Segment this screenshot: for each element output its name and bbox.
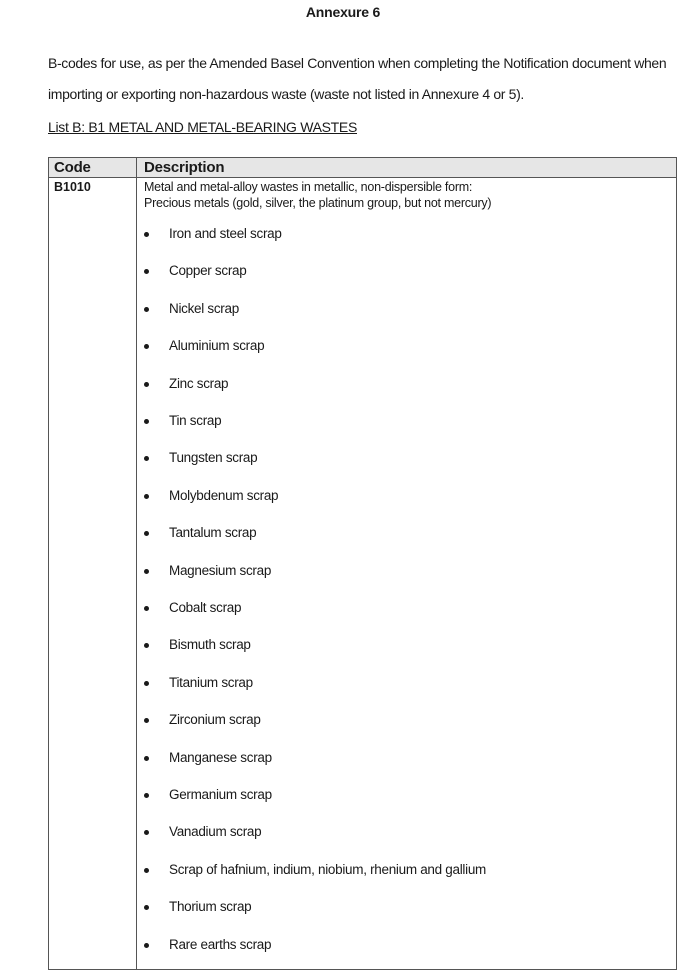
list-item [169, 226, 282, 241]
list-item [169, 376, 228, 391]
table-header-row [49, 158, 676, 178]
list-item-label: Manganese scrap [169, 749, 272, 765]
bullet-icon [144, 830, 149, 835]
bullet-icon [144, 456, 149, 461]
list-item-label: Molybdenum scrap [169, 487, 279, 503]
list-item [169, 338, 264, 353]
list-item-label: Rare earths scrap [169, 936, 272, 952]
list-item-label: Copper scrap [169, 263, 247, 279]
list-item [169, 899, 251, 914]
list-item [169, 263, 246, 278]
bullet-icon [144, 793, 149, 798]
list-item [169, 824, 261, 839]
bullet-icon [144, 269, 149, 274]
bullet-icon [144, 756, 149, 761]
list-item [169, 862, 486, 877]
page-title: Annexure 6 [305, 4, 381, 20]
list-item-label: Tungsten scrap [169, 450, 258, 466]
bullet-icon [144, 307, 149, 312]
list-item [169, 675, 253, 690]
list-item-label: Zirconium scrap [169, 712, 261, 728]
list-item [169, 600, 241, 615]
bullet-icon [144, 232, 149, 237]
bullet-icon [144, 718, 149, 723]
bullet-icon [144, 943, 149, 948]
bullet-icon [144, 606, 149, 611]
b-codes-table [48, 157, 677, 970]
list-item-label: Vanadium scrap [169, 824, 262, 840]
list-item [169, 937, 271, 952]
list-item [169, 301, 239, 316]
list-item-label: Germanium scrap [169, 787, 272, 802]
list-heading: List B: B1 METAL AND METAL-BEARING WASTES [48, 119, 357, 135]
list-item [169, 787, 272, 802]
list-item-label: Aluminium scrap [169, 338, 265, 354]
list-item-label: Scrap of hafnium, indium, niobium, rhenium and gallium [169, 861, 486, 877]
bullet-icon [144, 494, 149, 499]
list-item [169, 450, 257, 465]
list-item [169, 750, 272, 765]
list-item [169, 413, 221, 428]
list-item-label: Zinc scrap [169, 375, 229, 391]
code-cell: B1010 [54, 180, 91, 194]
header-code: Code [54, 159, 91, 176]
header-description: Description [144, 159, 225, 176]
bullet-icon [144, 905, 149, 910]
list-item-label: Tantalum scrap [169, 525, 257, 541]
list-item-label: Titanium scrap [169, 674, 253, 690]
bullet-icon [144, 344, 149, 349]
list-item [169, 637, 251, 652]
list-item [169, 712, 261, 727]
list-item-label: Cobalt scrap [169, 600, 242, 615]
list-item-label: Tin scrap [169, 413, 222, 428]
list-item [169, 488, 278, 503]
list-item-label: Thorium scrap [169, 899, 252, 915]
column-divider [136, 158, 137, 969]
list-item-label: Bismuth scrap [169, 637, 251, 653]
description-line: Metal and metal-alloy wastes in metallic, non-dispersible form: [144, 180, 473, 194]
list-item-label: Iron and steel scrap [169, 226, 282, 241]
bullet-icon [144, 531, 149, 536]
intro-line: importing or exporting non-hazardous waste (waste not listed in Annexure 4 or 5). [48, 86, 524, 102]
bullet-icon [144, 569, 149, 574]
intro-line: B-codes for use, as per the Amended Basel Convention when completing the Notification document when [48, 55, 667, 71]
bullet-icon [144, 419, 149, 424]
bullet-icon [144, 382, 149, 387]
list-item-label: Nickel scrap [169, 300, 239, 316]
bullet-icon [144, 681, 149, 686]
bullet-icon [144, 643, 149, 648]
bullet-icon [144, 868, 149, 873]
list-item [169, 525, 256, 540]
description-line: Precious metals (gold, silver, the platinum group, but not mercury) [144, 196, 492, 210]
intro-paragraph [48, 48, 686, 110]
list-item-label: Magnesium scrap [169, 562, 272, 578]
list-item [169, 563, 271, 578]
